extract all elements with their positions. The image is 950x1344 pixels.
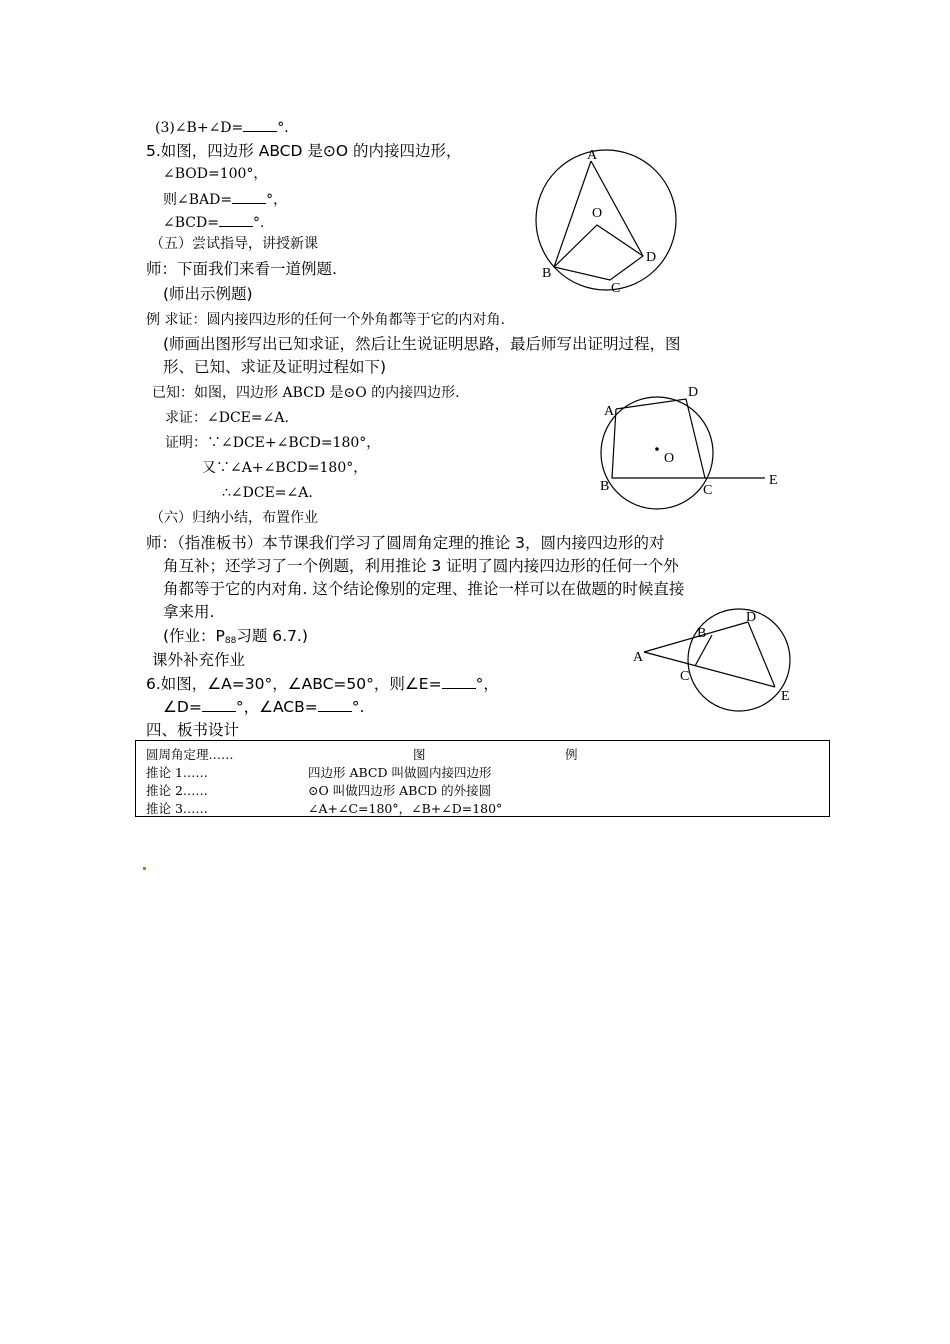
page-dot <box>143 867 146 870</box>
proof-given: 已知：如图，四边形 ABCD 是⊙O 的内接四边形. <box>152 385 460 401</box>
q6-blank-acb[interactable] <box>318 697 352 712</box>
board-r2c1: 推论 1…… <box>146 765 208 780</box>
section6-heading: （六）归纳小结，布置作业 <box>150 510 318 526</box>
q6-line2c: °. <box>351 698 365 716</box>
q6-label-b: B <box>697 626 707 641</box>
board-r4c1: 推论 3…… <box>146 801 208 816</box>
teacher-line1: 师：下面我们来看一道例题. <box>146 260 337 278</box>
q5-label-a: A <box>587 148 598 163</box>
q5-label-d: D <box>646 250 657 265</box>
q6-line2b: °，∠ACB= <box>235 698 318 716</box>
q6-blank-d[interactable] <box>202 697 236 712</box>
q3-line <box>155 117 298 137</box>
summary-line1: 师：（指准板书）本节课我们学习了圆周角定理的推论 3，圆内接四边形的对 <box>146 534 665 552</box>
q6-line1b: °， <box>475 675 499 693</box>
q6-blank-e[interactable] <box>442 674 476 689</box>
teacher-line1b: (师出示例题) <box>163 285 253 303</box>
board-r3c2: ⊙O 叫做四边形 ABCD 的外接圆 <box>308 783 492 798</box>
q5-figure <box>530 140 690 300</box>
homework-line <box>163 627 308 647</box>
q5-line3b: °， <box>266 192 288 208</box>
proof-label-b: B <box>600 479 610 494</box>
q6-label-a: A <box>633 650 644 665</box>
homework-suffix: 习题 6.7.) <box>236 627 308 645</box>
q6-line1a: 6.如图，∠A=30°，∠ABC=50°，则∠E= <box>146 675 442 693</box>
board-design-table <box>135 740 830 817</box>
board-r2c2: 四边形 ABCD 叫做圆内接四边形 <box>308 765 492 780</box>
example-note-1: (师画出图形写出已知求证，然后让生说证明思路，最后师写出证明过程，图 <box>163 335 681 353</box>
q5-line3a: 则∠BAD= <box>163 192 233 208</box>
q5-blank-bcd[interactable] <box>219 212 253 227</box>
board-r4c2: ∠A+∠C=180°，∠B+∠D=180° <box>308 801 503 816</box>
proof-label-o: O <box>664 451 675 466</box>
extra-homework-title: 课外补充作业 <box>152 651 246 669</box>
proof-label-e: E <box>769 473 778 488</box>
q5-line4b: °． <box>252 215 274 231</box>
proof-label-a: A <box>604 404 615 419</box>
board-r1c3: 例 <box>565 747 578 762</box>
q5-line4 <box>163 212 274 232</box>
homework-page: 88 <box>224 636 237 646</box>
q3-label: (3)∠B+∠D= <box>155 120 244 136</box>
proof-figure <box>595 380 785 510</box>
section5-heading: （五）尝试指导，讲授新课 <box>150 236 318 252</box>
q3-blank[interactable] <box>243 117 277 132</box>
proof-step3: ∴∠DCE=∠A. <box>222 485 313 501</box>
example-note-2: 形、已知、求证及证明过程如下) <box>163 358 387 376</box>
board-r1c2: 图 <box>413 747 426 762</box>
summary-line2: 角互补；还学习了一个例题，利用推论 3 证明了圆内接四边形的任何一个外 <box>163 557 679 575</box>
q6-line1 <box>146 674 499 694</box>
q5-label-o: O <box>592 206 603 221</box>
example-statement: 例 求证：圆内接四边形的任何一个外角都等于它的内对角. <box>146 312 505 328</box>
q6-line2a: ∠D= <box>163 698 202 716</box>
board-design-title: 四、板书设计 <box>146 721 240 739</box>
proof-label-c: C <box>703 483 713 498</box>
board-r3c1: 推论 2…… <box>146 783 208 798</box>
q5-label-c: C <box>611 281 621 296</box>
q6-label-e: E <box>781 689 790 704</box>
proof-label-d: D <box>688 385 699 400</box>
q5-blank-bad[interactable] <box>232 189 266 204</box>
q6-label-c: C <box>680 669 690 684</box>
q6-label-d: D <box>746 610 757 625</box>
board-r1c1: 圆周角定理…… <box>146 747 234 762</box>
proof-step1: 证明：∵∠DCE+∠BCD=180°， <box>165 435 381 451</box>
homework-prefix: (作业：P <box>163 627 225 645</box>
summary-line4: 拿来用. <box>163 603 215 621</box>
proof-step2: 又∵∠A+∠BCD=180°， <box>202 460 368 476</box>
summary-line3: 角都等于它的内对角. 这个结论像别的定理、推论一样可以在做题的时候直接 <box>163 580 685 598</box>
q6-line2 <box>163 697 364 717</box>
q3-suffix: °． <box>277 120 299 136</box>
q6-figure <box>628 605 798 717</box>
q5-label-b: B <box>542 266 552 281</box>
q5-line3 <box>163 189 287 209</box>
q5-line4a: ∠BCD= <box>163 215 219 231</box>
proof-prove: 求证：∠DCE=∠A. <box>165 410 289 426</box>
q5-line1: 5.如图，四边形 ABCD 是⊙O 的内接四边形， <box>146 142 462 160</box>
q5-line2: ∠BOD=100°， <box>163 166 268 182</box>
